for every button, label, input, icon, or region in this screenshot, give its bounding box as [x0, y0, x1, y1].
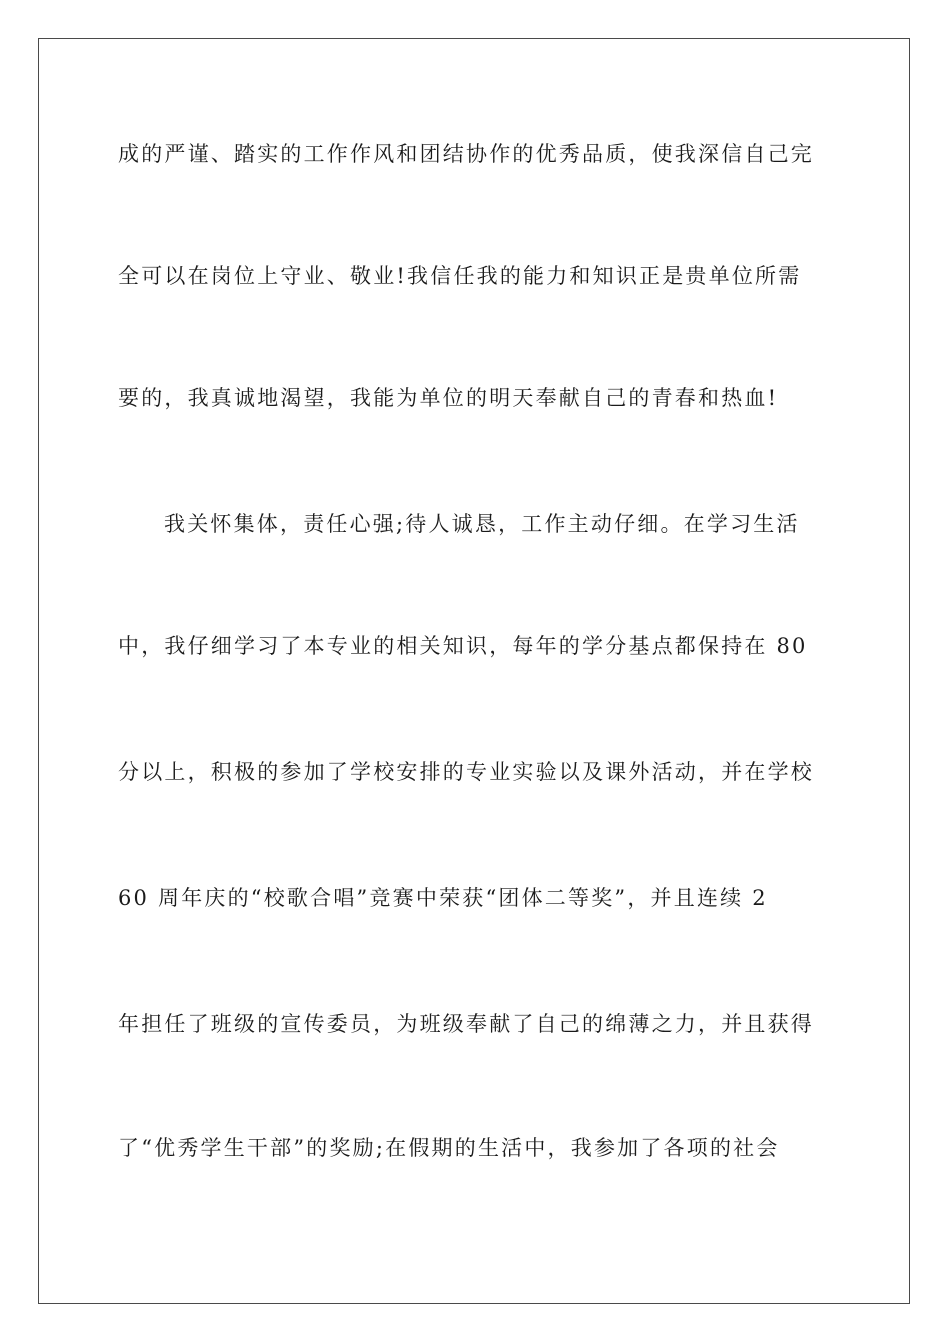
- text-line: 了“优秀学生干部”的奖励;在假期的生活中，我参加了各项的社会: [118, 1136, 780, 1160]
- text-line: 成的严谨、踏实的工作作风和团结协作的优秀品质，使我深信自己完: [118, 142, 814, 166]
- page-border: [38, 38, 910, 1304]
- text-line: 中，我仔细学习了本专业的相关知识，每年的学分基点都保持在 80: [118, 634, 808, 658]
- text-line: 要的，我真诚地渴望，我能为单位的明天奉献自己的青春和热血!: [118, 386, 779, 410]
- text-line: 60 周年庆的“校歌合唱”竞赛中荣获“团体二等奖”，并且连续 2: [118, 886, 768, 910]
- text-line: 分以上，积极的参加了学校安排的专业实验以及课外活动，并在学校: [118, 760, 814, 784]
- text-line: 全可以在岗位上守业、敬业!我信任我的能力和知识正是贵单位所需: [118, 264, 802, 288]
- text-line: 年担任了班级的宣传委员，为班级奉献了自己的绵薄之力，并且获得: [118, 1012, 814, 1036]
- paragraph-start-line: 我关怀集体，责任心强;待人诚恳，工作主动仔细。在学习生活: [164, 512, 800, 536]
